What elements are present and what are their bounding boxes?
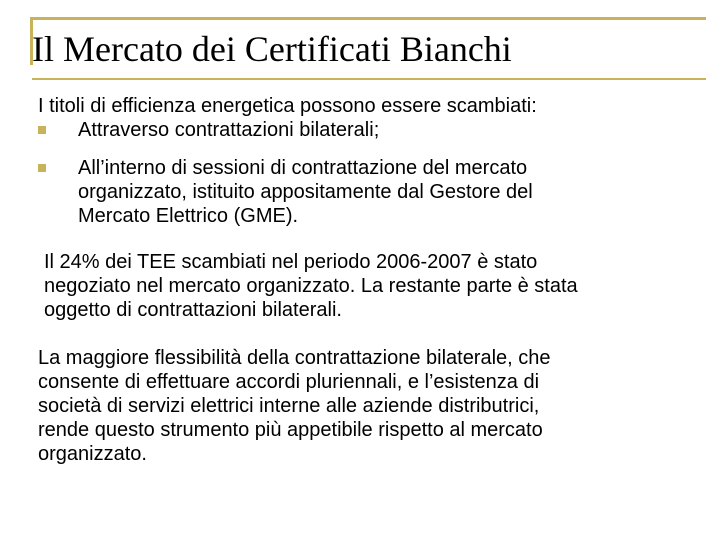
paragraph-line: oggetto di contrattazioni bilaterali. xyxy=(44,299,342,321)
square-bullet-icon xyxy=(38,164,46,172)
bullet-item-bilateral: Attraverso contrattazioni bilaterali; xyxy=(78,119,380,141)
paragraph-line: La maggiore flessibilità della contrattazione bilaterale, che xyxy=(38,347,551,369)
intro-text: I titoli di efficienza energetica possono essere scambiati: xyxy=(38,95,537,117)
bullet-item-line: Mercato Elettrico (GME). xyxy=(78,205,299,227)
square-bullet-icon xyxy=(38,126,46,134)
paragraph-line: consente di effettuare accordi pluriennali, e l’esistenza di xyxy=(38,371,540,393)
bullet-item-line: organizzato, istituito appositamente dal Gestore del xyxy=(78,181,533,203)
title-underline xyxy=(32,78,706,80)
conclusion-paragraph xyxy=(38,346,551,466)
paragraph-line: rende questo strumento più appetibile rispetto al mercato xyxy=(38,419,543,441)
paragraph-line: organizzato. xyxy=(38,443,147,465)
paragraph-line: Il 24% dei TEE scambiati nel periodo 2006-2007 è stato xyxy=(44,251,538,273)
bullet-item-line: All’interno di sessioni di contrattazione del mercato xyxy=(78,157,528,179)
paragraph-line: negoziato nel mercato organizzato. La restante parte è stata xyxy=(44,275,578,297)
paragraph-line: società di servizi elettrici interne alle aziende distributrici, xyxy=(38,395,540,417)
title-frame-top-line xyxy=(30,17,706,20)
slide-title: Il Mercato dei Certificati Bianchi xyxy=(32,29,512,69)
statistics-paragraph xyxy=(44,250,578,322)
